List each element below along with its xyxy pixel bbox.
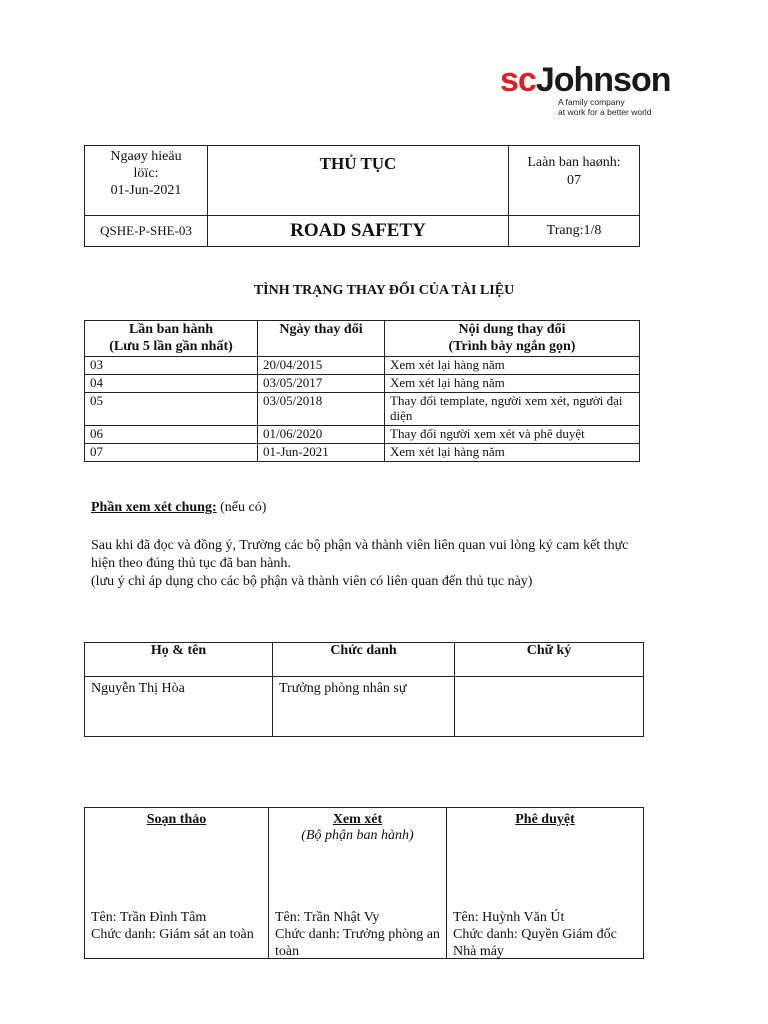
col-title-header: Chức danh [273, 643, 455, 677]
doc-title: ROAD SAFETY [290, 220, 426, 241]
col-issue-header [85, 321, 258, 357]
page-number: Trang:1/8 [546, 223, 602, 238]
table-row [85, 375, 640, 393]
doc-title-cell [208, 216, 509, 247]
table-row [85, 677, 644, 737]
reviewed-details [275, 909, 442, 960]
general-review-para-1: Sau khi đã đọc và đồng ý, Trường các bộ phận và thành viên liên quan vui lòng ký cam kết thực [91, 538, 629, 553]
signer-title: Trưởng phòng nhân sự [273, 677, 455, 737]
prepared-title: Chức danh: Giám sát an toàn [91, 927, 254, 942]
approved-details [453, 909, 639, 960]
logo-tagline [558, 97, 652, 117]
table-row [85, 444, 640, 462]
prepared-by-cell [85, 808, 269, 959]
col-issue-line1: Lần ban hành [128, 322, 214, 337]
reviewed-name: Tên: Trần Nhật Vy [275, 910, 380, 925]
content-cell: Xem xét lại hàng năm [385, 375, 640, 393]
general-review-suffix: (nếu có) [216, 500, 267, 515]
reviewed-title: Chức danh: Trưởng phòng an toàn [275, 927, 440, 959]
table-row [85, 426, 640, 444]
content-cell: Thay đổi người xem xét và phê duyệt [385, 426, 640, 444]
revision-history-title: TÌNH TRẠNG THAY ĐỔI CỦA TÀI LIỆU [253, 283, 515, 298]
col-date-header [258, 321, 385, 357]
doc-type: THỦ TỤC [319, 154, 397, 173]
content-cell: Xem xét lại hàng năm [385, 357, 640, 375]
approved-title: Chức danh: Quyền Giám đốc Nhà máy [453, 927, 617, 959]
reviewed-heading: Xem xét [332, 812, 383, 827]
effective-date: 01-Jun-2021 [110, 183, 182, 198]
prepared-name: Tên: Trần Đình Tâm [91, 910, 207, 925]
logo-tagline-2: at work for a better world [558, 107, 652, 117]
logo-wordmark [500, 62, 671, 98]
revision-cell [509, 146, 640, 216]
general-review-title: Phần xem xét chung: [91, 500, 217, 515]
date-cell: 03/05/2017 [258, 375, 385, 393]
col-content-header [385, 321, 640, 357]
logo-tagline-1: A family company [558, 97, 625, 107]
issue-cell: 05 [85, 393, 258, 426]
signer-name: Nguyễn Thị Hòa [85, 677, 273, 737]
approved-heading: Phê duyệt [515, 812, 575, 827]
revision-label: Laàn ban haønh: [527, 155, 621, 170]
doc-code-cell [85, 216, 208, 247]
content-cell: Xem xét lại hàng năm [385, 444, 640, 462]
col-issue-line2: (Lưu 5 lần gần nhất) [109, 339, 233, 354]
logo-brand-red: sc [500, 61, 536, 99]
scjohnson-logo [500, 62, 670, 122]
approved-by-cell [447, 808, 644, 959]
general-review-note: (lưu ý chỉ áp dụng cho các bộ phận và thành viên có liên quan đến thủ tục này) [91, 574, 533, 589]
doc-type-cell [208, 146, 509, 216]
general-review-para-2: hiện theo đúng thủ tục đã ban hành. [91, 556, 291, 571]
general-review-body [91, 537, 691, 591]
reviewed-by-cell [269, 808, 447, 959]
issue-cell: 07 [85, 444, 258, 462]
document-header-table [84, 145, 640, 247]
col-signature-header: Chữ ký [455, 643, 644, 677]
prepared-heading: Soạn thảo [146, 812, 207, 827]
date-cell: 01-Jun-2021 [258, 444, 385, 462]
approved-name: Tên: Huỳnh Văn Út [453, 910, 565, 925]
issue-cell: 04 [85, 375, 258, 393]
table-row [85, 393, 640, 426]
date-cell: 03/05/2018 [258, 393, 385, 426]
date-cell: 20/04/2015 [258, 357, 385, 375]
effective-label-1: Ngaøy hieäu [110, 149, 182, 164]
effective-label-2: löïc: [133, 166, 159, 181]
table-row [85, 357, 640, 375]
signoff-table [84, 642, 644, 737]
reviewed-subheading: (Bộ phận ban hành) [301, 828, 414, 843]
issue-cell: 06 [85, 426, 258, 444]
col-content-line2: (Trình bày ngắn gọn) [448, 339, 576, 354]
page-cell [509, 216, 640, 247]
prepared-details [91, 909, 264, 943]
doc-code: QSHE-P-SHE-03 [100, 223, 192, 238]
logo-brand-dark: Johnson [535, 61, 671, 99]
revision-value: 07 [567, 173, 581, 188]
col-date-label: Ngày thay đổi [279, 322, 363, 337]
effective-date-cell [85, 146, 208, 216]
content-cell: Thay đổi template, người xem xét, người đại diện [385, 393, 640, 426]
date-cell: 01/06/2020 [258, 426, 385, 444]
approval-table [84, 807, 644, 959]
col-name-header: Họ & tên [85, 643, 273, 677]
issue-cell: 03 [85, 357, 258, 375]
revision-history-table [84, 320, 640, 462]
signature-box [455, 677, 644, 737]
general-review-heading [91, 500, 266, 516]
col-content-line1: Nội dung thay đổi [458, 322, 566, 337]
